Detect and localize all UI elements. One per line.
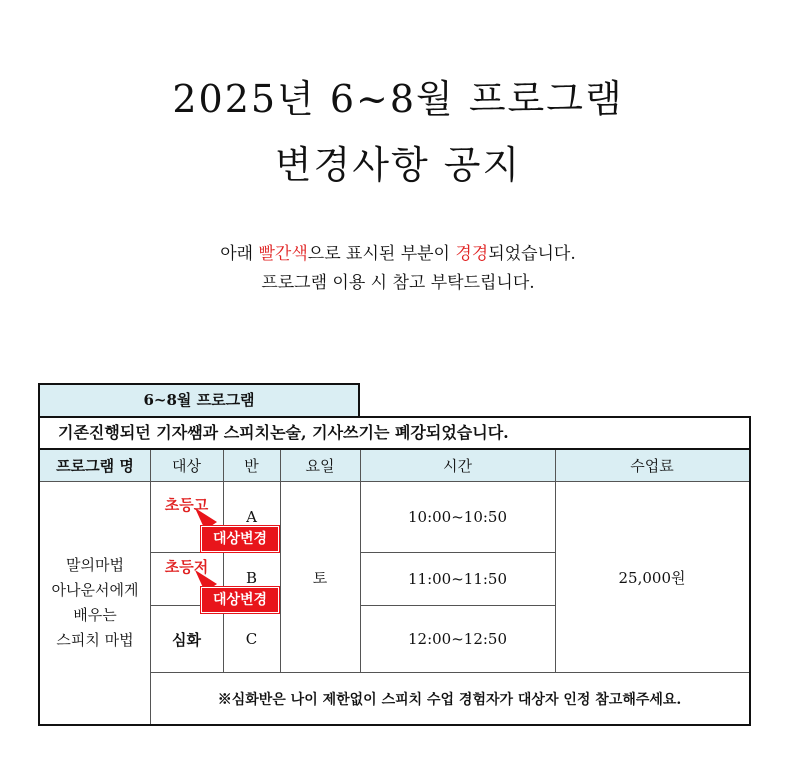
notice-highlight-changed: 경경 [455,244,489,264]
program-name-line: 말의마법 [66,556,124,574]
program-name-line: 아나운서에게 [51,581,139,599]
time-cell: 12:00~12:50 [407,630,508,648]
program-tab-label: 6~8월 프로그램 [38,383,360,416]
header-day: 요일 [280,450,360,482]
program-name-line: 배우는 [73,606,117,624]
time-cell: 10:00~10:50 [407,508,508,526]
header-program: 프로그램 명 [40,450,150,482]
notice-highlight-red: 빨간색 [258,244,308,264]
header-target: 대상 [150,450,223,482]
day-cell: 토 [312,568,328,587]
class-cell: C [245,630,258,648]
target-cell: 심화 [172,630,201,649]
target-cell: 초등고 [164,495,209,514]
target-cell: 초등저 [164,557,209,576]
title-line-1: 2025년 6~8월 프로그램 [172,77,624,121]
grid-line [150,552,280,553]
notice-prefix: 아래 [220,244,259,264]
header-class: 반 [223,450,280,482]
time-cell: 11:00~11:50 [407,570,508,588]
notice-line-1 [0,246,796,263]
fee-cell: 25,000원 [618,568,686,587]
target-changed-callout: 대상변경 [201,526,279,552]
class-cell: A [246,508,257,526]
title-line-2: 변경사항 공지 [274,143,522,187]
notice-line-2: 프로그램 이용 시 참고 부탁드립니다. [261,273,535,293]
notice-mid: 으로 표시된 부분이 [307,244,456,264]
target-changed-callout: 대상변경 [201,587,279,613]
footnote: ※심화반은 나이 제한없이 스피치 수업 경험자가 대상자 인정 참고해주세요. [217,691,682,708]
header-fee: 수업료 [555,450,749,482]
header-time: 시간 [360,450,555,482]
program-name-line: 스피치 마법 [56,631,134,649]
class-cell: B [245,569,258,587]
notice-suffix: 되었습니다. [488,244,576,264]
program-name [40,482,150,724]
closure-notice: 기존진행되던 기자쌤과 스피치논술, 기사쓰기는 폐강되었습니다. [38,416,751,450]
